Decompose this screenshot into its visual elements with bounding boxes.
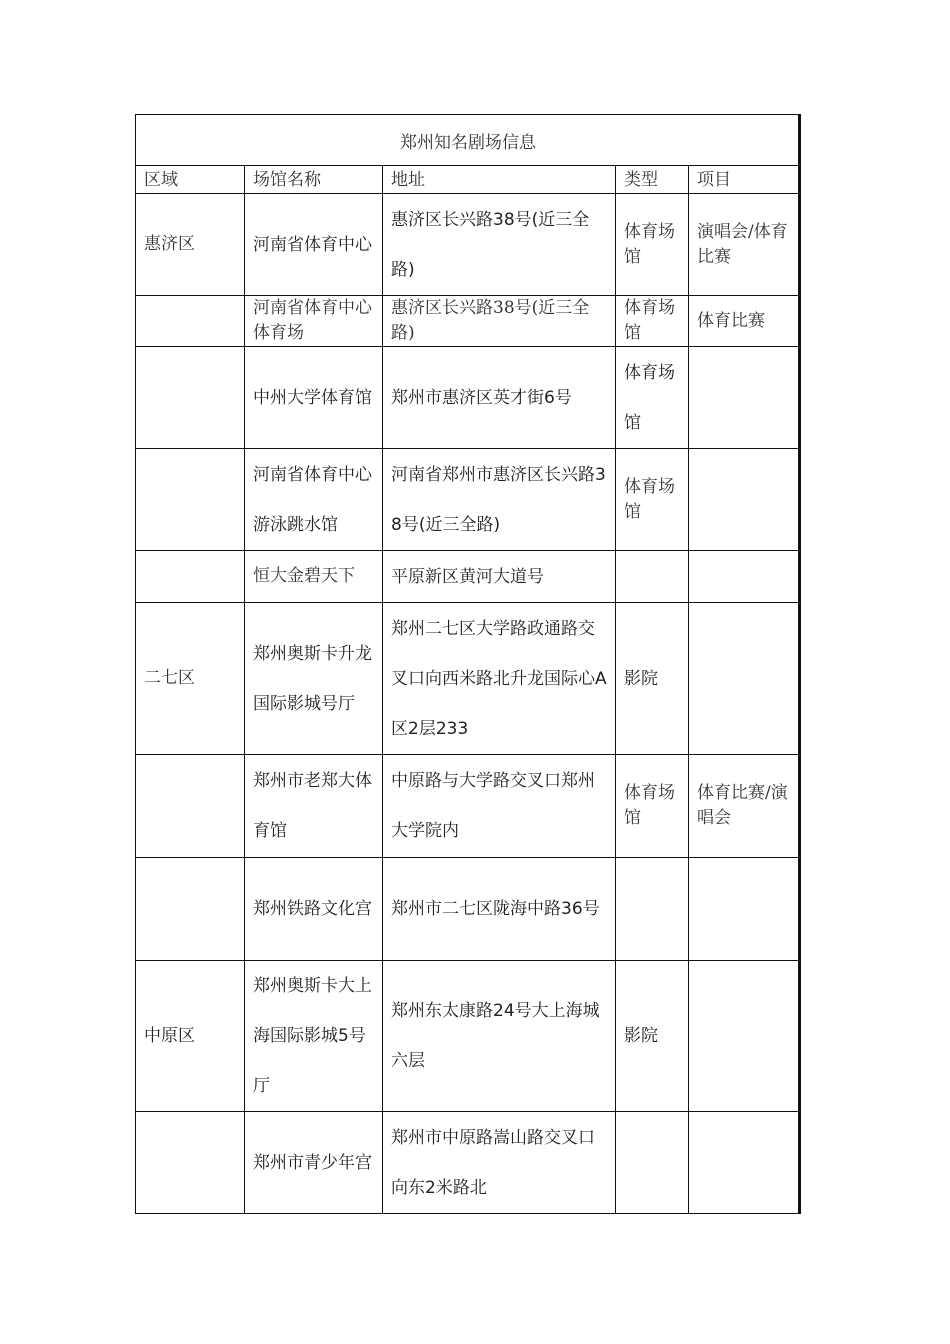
venue-cell: 中州大学体育馆 [245, 347, 383, 449]
district-cell [136, 1112, 245, 1214]
project-cell [689, 449, 801, 551]
address-cell: 平原新区黄河大道号 [383, 551, 616, 603]
project-cell: 体育比赛 [689, 296, 801, 347]
address-cell: 河南省郑州市惠济区长兴路38号(近三全路) [383, 449, 616, 551]
venue-cell: 河南省体育中心 [245, 194, 383, 296]
address-cell: 郑州二七区大学路政通路交叉口向西米路北升龙国际心A 区2层233 [383, 603, 616, 755]
project-cell: 体育比赛/演唱会 [689, 755, 801, 858]
district-cell: 二七区 [136, 603, 245, 755]
table-row [136, 296, 801, 347]
district-cell: 中原区 [136, 961, 245, 1112]
venue-cell: 郑州奥斯卡大上海国际影城5号厅 [245, 961, 383, 1112]
table-row [136, 858, 801, 961]
district-cell [136, 449, 245, 551]
project-cell [689, 603, 801, 755]
title-row [136, 115, 801, 166]
type-cell: 体育场馆 [616, 296, 689, 347]
district-cell [136, 755, 245, 858]
table-row [136, 603, 801, 755]
venue-cell: 郑州奥斯卡升龙国际影城号厅 [245, 603, 383, 755]
header-address: 地址 [383, 166, 616, 194]
type-cell: 影院 [616, 603, 689, 755]
type-cell: 体育场馆 [616, 347, 689, 449]
address-cell: 中原路与大学路交叉口郑州大学院内 [383, 755, 616, 858]
venue-table [135, 114, 801, 1214]
venue-cell: 郑州市青少年宫 [245, 1112, 383, 1214]
table-row [136, 449, 801, 551]
district-cell [136, 858, 245, 961]
venue-cell: 恒大金碧天下 [245, 551, 383, 603]
table-row [136, 194, 801, 296]
type-cell: 影院 [616, 961, 689, 1112]
district-cell [136, 296, 245, 347]
header-district: 区域 [136, 166, 245, 194]
venue-cell: 郑州铁路文化宫 [245, 858, 383, 961]
table-row [136, 755, 801, 858]
header-project: 项目 [689, 166, 801, 194]
type-cell [616, 858, 689, 961]
address-cell: 郑州市惠济区英才街6号 [383, 347, 616, 449]
table-title: 郑州知名剧场信息 [136, 115, 801, 166]
venue-cell: 河南省体育中心游泳跳水馆 [245, 449, 383, 551]
venue-cell: 郑州市老郑大体育馆 [245, 755, 383, 858]
type-cell [616, 551, 689, 603]
project-cell [689, 858, 801, 961]
header-venue: 场馆名称 [245, 166, 383, 194]
table-row [136, 347, 801, 449]
table-right-border [798, 114, 800, 1214]
table-row [136, 1112, 801, 1214]
project-cell [689, 347, 801, 449]
project-cell [689, 1112, 801, 1214]
district-cell [136, 551, 245, 603]
type-cell: 体育场馆 [616, 449, 689, 551]
address-cell: 惠济区长兴路38号(近三全路) [383, 296, 616, 347]
header-row [136, 166, 801, 194]
project-cell [689, 961, 801, 1112]
address-cell: 郑州东太康路24号大上海城六层 [383, 961, 616, 1112]
table-row [136, 961, 801, 1112]
project-cell: 演唱会/体育比赛 [689, 194, 801, 296]
type-cell [616, 1112, 689, 1214]
project-cell [689, 551, 801, 603]
address-cell: 惠济区长兴路38号(近三全路) [383, 194, 616, 296]
header-type: 类型 [616, 166, 689, 194]
district-cell [136, 347, 245, 449]
type-cell: 体育场馆 [616, 755, 689, 858]
district-cell: 惠济区 [136, 194, 245, 296]
venue-cell: 河南省体育中心体育场 [245, 296, 383, 347]
table-row [136, 551, 801, 603]
type-cell: 体育场馆 [616, 194, 689, 296]
address-cell: 郑州市中原路嵩山路交叉口向东2米路北 [383, 1112, 616, 1214]
address-cell: 郑州市二七区陇海中路36号 [383, 858, 616, 961]
